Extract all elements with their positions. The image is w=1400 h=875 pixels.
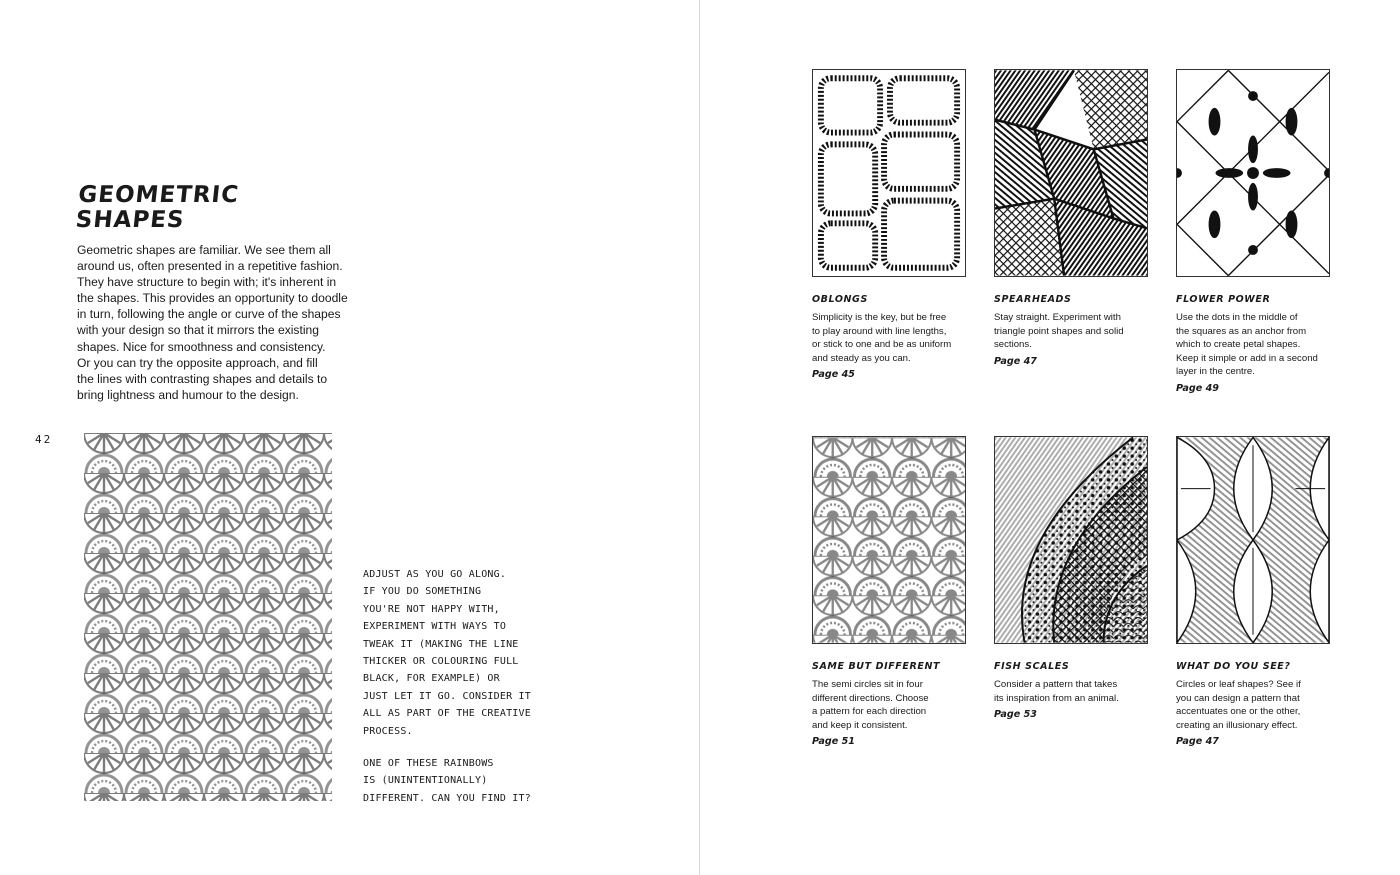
card-title: SAME BUT DIFFERENT <box>812 661 941 672</box>
card-title: FLOWER POWER <box>1176 294 1271 305</box>
page-reference: Page 51 <box>812 736 855 748</box>
card-oblongs <box>812 69 982 380</box>
card-text: Circles or leaf shapes? See if you can design a pattern that accentuates one or the other, creating an illusionary effect. <box>1176 679 1301 731</box>
fish-scales-pattern-image <box>994 436 1148 644</box>
same-but-different-pattern-image <box>812 436 966 644</box>
page-reference: Page 47 <box>994 355 1037 367</box>
card-text: The semi circles sit in four different directions. Choose a pattern for each direction and keep it consistent. <box>812 679 929 731</box>
card-title: WHAT DO YOU SEE? <box>1176 661 1291 672</box>
card-title: OBLONGS <box>812 294 868 305</box>
flower-power-pattern-image <box>1176 69 1330 277</box>
handwritten-question: ONE OF THESE RAINBOWS IS (UNINTENTIONALLY) DIFFERENT. CAN YOU FIND IT? <box>363 758 531 804</box>
page-title <box>74 183 240 233</box>
card-spearheads <box>994 69 1164 367</box>
page-number: 42 <box>35 433 53 446</box>
card-text: Stay straight. Experiment with triangle point shapes and solid sections. <box>994 312 1124 351</box>
page-reference: Page 45 <box>812 369 855 381</box>
card-flower-power <box>1176 69 1346 394</box>
card-same-but-different <box>812 436 982 747</box>
card-title: SPEARHEADS <box>994 294 1072 305</box>
rainbow-pattern-illustration <box>84 433 332 801</box>
page-reference: Page 47 <box>1176 736 1219 748</box>
page-reference: Page 49 <box>1176 382 1219 394</box>
page-reference: Page 53 <box>994 709 1037 721</box>
card-title: FISH SCALES <box>994 661 1070 672</box>
what-do-you-see-pattern-image <box>1176 436 1330 644</box>
card-text: Simplicity is the key, but be free to play around with line lengths, or stick to one and be as uniform and steady as you can. <box>812 312 952 364</box>
card-fish-scales <box>994 436 1164 720</box>
spearheads-pattern-image <box>994 69 1148 277</box>
intro-paragraph: Geometric shapes are familiar. We see them all around us, often presented in a repetitive fashion. They have structure to begin with; it's inherent in the shapes. This provides an opportunity to doodle in turn, following the angle or curve of the shapes with your design so that it mirrors the existing shapes. Nice for smoothness and consistency. Or you can try the opposite approach, and fill the lines with contrasting shapes and details to bring lightness and humour to the design. <box>77 243 348 402</box>
card-text: Use the dots in the middle of the squares as an anchor from which to create petal shapes. Keep it simple or add in a second layer in the centre. <box>1176 312 1318 378</box>
handwritten-note: ADJUST AS YOU GO ALONG. IF YOU DO SOMETHING YOU'RE NOT HAPPY WITH, EXPERIMENT WITH WAYS TO TWEAK IT (MAKING THE LINE THICKER OR COLOURING FULL BLACK, FOR EXAMPLE) OR JUST LET IT GO. CONSIDER IT ALL AS PART OF THE CREATIVE PROCESS. <box>363 569 531 737</box>
title-line-1: GEOMETRIC <box>77 182 241 208</box>
card-text: Consider a pattern that takes its inspiration from an animal. <box>994 679 1119 704</box>
title-line-2: SHAPES <box>74 207 186 233</box>
oblongs-pattern-image <box>812 69 966 277</box>
card-what-do-you-see <box>1176 436 1346 747</box>
spread-gutter <box>699 0 700 875</box>
